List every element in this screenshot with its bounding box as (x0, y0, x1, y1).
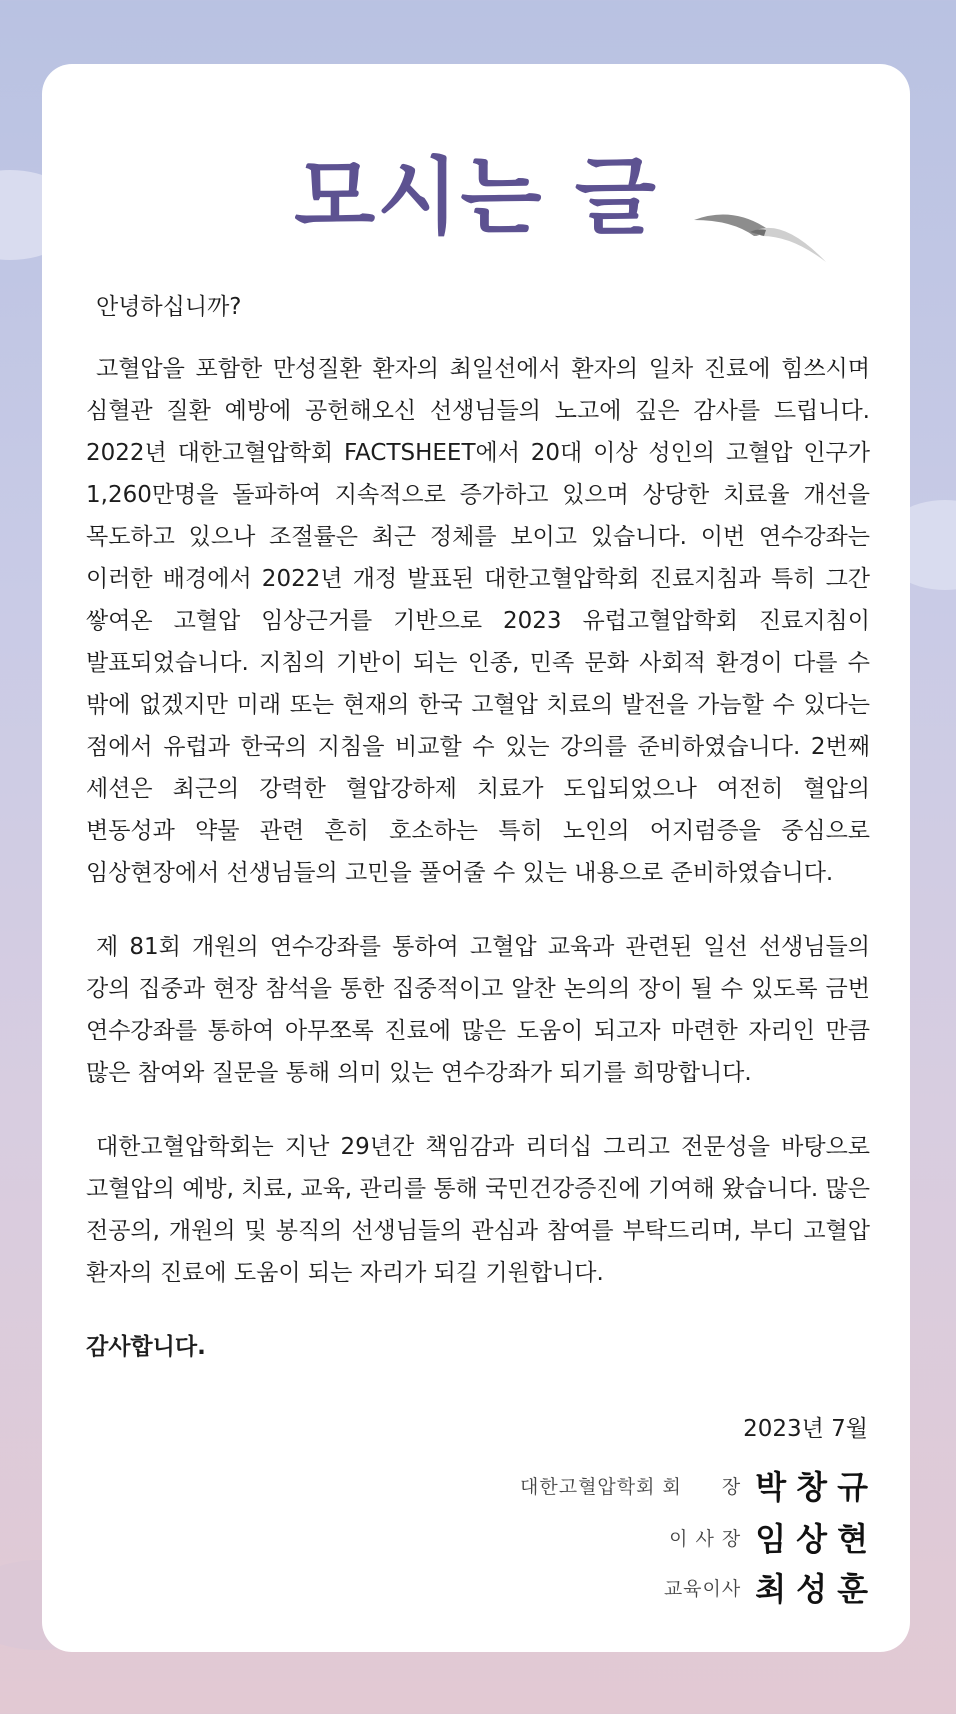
seagull-icon (692, 206, 832, 266)
signature-name: 최성훈 (755, 1570, 878, 1608)
signature-role: 교육이사 (663, 1577, 742, 1600)
paragraph-2: 제 81회 개원의 연수강좌를 통하여 고혈압 교육과 관련된 일선 선생님들의 강의 집중과 현장 참석을 통한 집중적이고 알찬 논의의 장이 될 수 있도록 금번 연수강좌를 통하여 아무쪼록 진료에 많은 도움이 되고자 마련한 자리인 만큼 많은 참여와 질문을 통해 의미 있는 연수강좌가 되기를 희망합니다. (86, 934, 870, 1086)
letter-body (86, 286, 870, 1368)
signature-role: 대한고혈압학회 회 장 (520, 1475, 742, 1498)
signature-education-director (663, 1564, 878, 1610)
signature-name: 임상현 (755, 1520, 878, 1558)
page-title: 모시는 글 (294, 148, 658, 246)
signature-name: 박창규 (755, 1468, 878, 1506)
signature-role: 이 사 장 (669, 1527, 742, 1550)
letter-date: 2023년 7월 (743, 1416, 868, 1442)
paragraph-1: 고혈압을 포함한 만성질환 환자의 최일선에서 환자의 일차 진료에 힘쓰시며 심혈관 질환 예방에 공헌해오신 선생님들의 노고에 깊은 감사를 드립니다. 2022년 대한고혈압학회 FACTSHEET에서 20대 이상 성인의 고혈압 인구가 1,260만명을 돌파하여 지속적으로 증가하고 있으며 상당한 치료율 개선을 목도하고 있으나 조절률은 최근 정체를 보이고 있습니다. 이번 연수강좌는 이러한 배경에서 2022년 개정 발표된 대한고혈압학회 진료지침과 특히 그간 쌓여온 고혈압 임상근거를 기반으로 2023 유럽고혈압학회 진료지침이 발표되었습니다. 지침의 기반이 되는 인종, 민족 문화 사회적 환경이 다를 수 밖에 없겠지만 미래 또는 현재의 한국 고혈압 치료의 발전을 가늠할 수 있다는 점에서 유럽과 한국의 지침을 비교할 수 있는 강의를 준비하였습니다. 2번째 세션은 최근의 강력한 혈압강하제 치료가 도입되었으나 여전히 혈압의 변동성과 약물 관련 흔히 호소하는 특히 노인의 어지럼증을 중심으로 임상현장에서 선생님들의 고민을 풀어줄 수 있는 내용으로 준비하였습니다. (86, 356, 870, 886)
signature-president (520, 1462, 878, 1508)
closing-remark: 감사합니다. (86, 1334, 206, 1360)
signature-chairman (669, 1514, 878, 1560)
greeting: 안녕하십니까? (96, 294, 242, 320)
letter-card (42, 64, 910, 1652)
paragraph-3: 대한고혈압학회는 지난 29년간 책임감과 리더십 그리고 전문성을 바탕으로 고혈압의 예방, 치료, 교육, 관리를 통해 국민건강증진에 기여해 왔습니다. 많은 전공의, 개원의 및 봉직의 선생님들의 관심과 참여를 부탁드리며, 부디 고혈압 환자의 진료에 도움이 되는 자리가 되길 기원합니다. (86, 1134, 870, 1286)
